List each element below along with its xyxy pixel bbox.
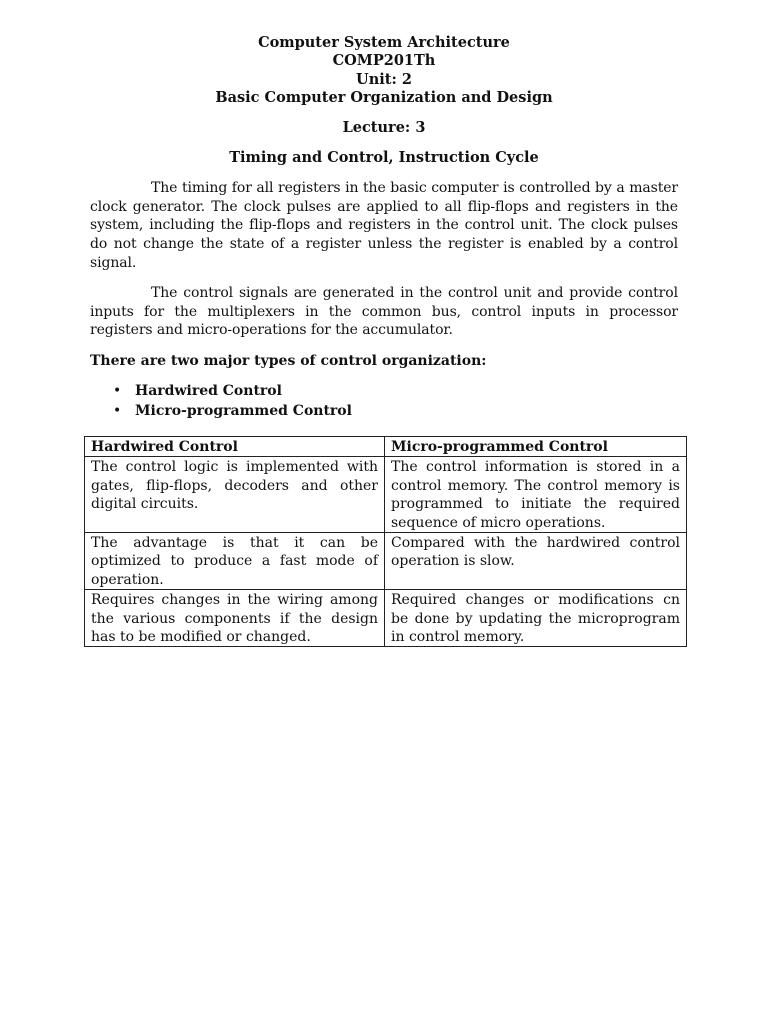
column-header-microprogrammed: Micro-programmed Control bbox=[385, 437, 687, 457]
table-row bbox=[85, 533, 687, 590]
lecture-label: Lecture: 3 bbox=[342, 119, 426, 137]
table-cell: Requires changes in the wiring among the various components if the design has to be modified or changed. bbox=[85, 590, 385, 647]
unit-title: Basic Computer Organization and Design bbox=[215, 88, 553, 106]
types-heading: There are two major types of control organization: bbox=[90, 352, 487, 369]
list-item: • Hardwired Control bbox=[135, 381, 678, 401]
column-header-hardwired: Hardwired Control bbox=[85, 437, 385, 457]
table-cell: The advantage is that it can be optimized to produce a fast mode of operation. bbox=[85, 533, 385, 590]
table-row bbox=[85, 590, 687, 647]
topic-title: Timing and Control, Instruction Cycle bbox=[229, 149, 539, 167]
course-title: Computer System Architecture bbox=[258, 34, 510, 51]
unit-label: Unit: 2 bbox=[356, 70, 412, 88]
table-header-row bbox=[85, 437, 687, 457]
table-cell: The control information is stored in a control memory. The control memory is programmed to initiate the required sequence of micro operations. bbox=[385, 457, 687, 533]
table-cell: The control logic is implemented with gates, flip-flops, decoders and other digital circuits. bbox=[85, 457, 385, 533]
paragraph: The timing for all registers in the basic computer is controlled by a master clock generator. The clock pulses are applied to all flip-flops and registers in the system, including the flip-flops and registers in the control unit. The clock pulses do not change the state of a register unless the register is enabled by a control signal. bbox=[90, 180, 678, 271]
list-item: • Micro-programmed Control bbox=[135, 401, 678, 421]
table-row bbox=[85, 457, 687, 533]
table-cell: Required changes or modifications cn be done by updating the microprogram in control memory. bbox=[385, 590, 687, 647]
comparison-table bbox=[84, 436, 687, 647]
control-types-list bbox=[90, 381, 678, 421]
document-page bbox=[90, 34, 678, 421]
paragraph: The control signals are generated in the control unit and provide control inputs for the multiplexers in the common bus, control inputs in processor registers and micro-operations for the accumulator. bbox=[90, 285, 678, 339]
course-code: COMP201Th bbox=[332, 52, 436, 70]
table-cell: Compared with the hardwired control operation is slow. bbox=[385, 533, 687, 590]
